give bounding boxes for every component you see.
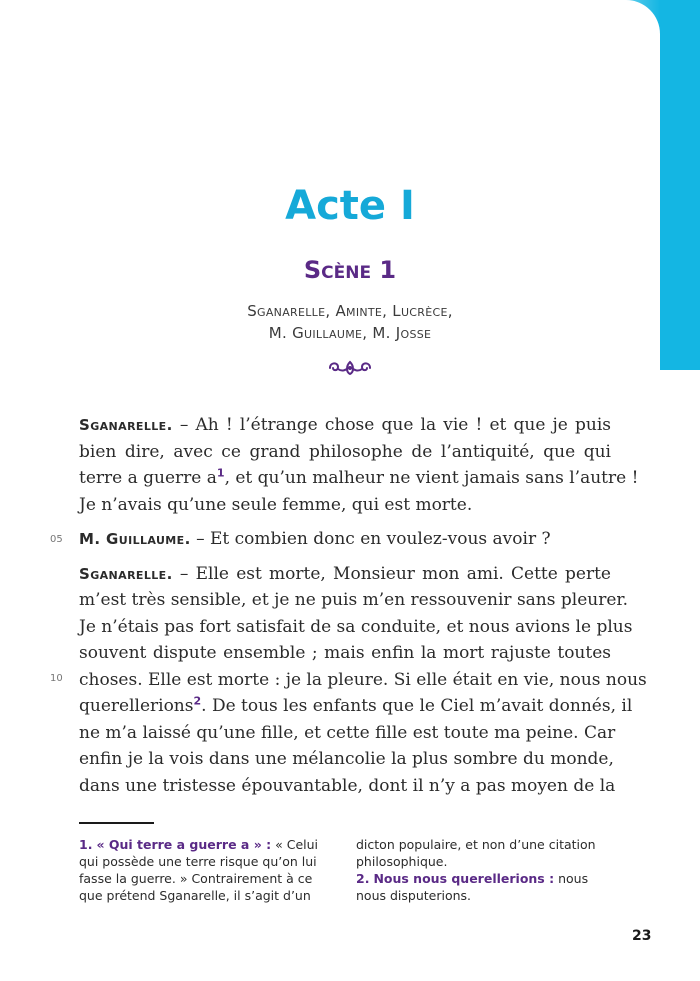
scene-title: Scène 1 <box>303 256 397 284</box>
text-line: m’est très sensible, et je ne puis m’en ressouvenir sans pleurer. <box>79 590 629 610</box>
text-line: enfin je la vois dans une mélancolie la plus sombre du monde, <box>79 749 614 769</box>
speaker-name: Sganarelle. <box>79 564 173 583</box>
speaker-name: M. Guillaume. <box>79 530 191 548</box>
text-line: Sganarelle. – Ah ! l’étrange chose que la vie ! et que je puis <box>79 415 611 435</box>
text-line: souvent dispute ensemble ; mais enfin la mort rajuste toutes <box>79 643 611 663</box>
page-number: 23 <box>632 928 652 944</box>
text-line: bien dire, avec ce grand philosophe de l’antiquité, que qui <box>79 441 611 462</box>
text-line: dans une tristesse épouvantable, dont il n’y a pas moyen de la <box>79 775 616 796</box>
footnote-separator <box>79 822 154 824</box>
text-line: Sganarelle. – Elle est morte, Monsieur mon ami. Cette perte <box>79 563 611 584</box>
act-title: Acte I <box>285 183 415 229</box>
line-number: 10 <box>50 673 63 684</box>
footnote-term: Nous nous querellerions : <box>373 871 555 886</box>
footnote-number: 2. <box>356 871 370 886</box>
text-line: choses. Elle est morte : je la pleure. Si elle était en vie, nous nous <box>79 669 647 690</box>
footnote-number: 1. <box>79 837 93 852</box>
play-text <box>79 412 647 799</box>
footnote <box>356 870 606 904</box>
text-line: Je n’avais qu’une seule femme, qui est morte. <box>79 494 473 515</box>
text-line: terre a guerre a$^1$, et qu’un malheur ne vient jamais sans l’autre ! <box>79 466 639 488</box>
footnote-text: dicton populaire, et non d’une citation philosophique. <box>356 837 596 869</box>
fleuron-ornament-icon <box>326 358 374 378</box>
footnote-text: nous nous disputerions. <box>356 871 589 903</box>
footnote-ref[interactable]: 1 <box>216 466 225 480</box>
footnote-column <box>356 836 606 904</box>
footnote-ref[interactable]: 2 <box>193 694 202 708</box>
text-line: querellerions$^2$. De tous les enfants que le Ciel m’avait donnés, il <box>79 694 633 716</box>
footnote-term: « Qui terre a guerre a » : <box>96 837 272 852</box>
character-line: M. Guillaume, M. Josse <box>268 324 432 342</box>
footnote-column <box>79 836 329 904</box>
text-line: M. Guillaume. – Et combien donc en voulez-vous avoir ? <box>79 529 551 549</box>
speaker-name: Sganarelle. <box>79 416 173 434</box>
footnote-text: « Celui qui possède une terre risque qu’on lui fasse la guerre. » Contrairement à ce que prétend Sganarelle, il s’agit d’un <box>79 837 319 903</box>
line-number: 05 <box>50 534 63 545</box>
character-line: Sganarelle, Aminte, Lucrèce, <box>247 302 453 320</box>
character-list <box>0 300 700 344</box>
text-line: Je n’étais pas fort satisfait de sa conduite, et nous avions le plus <box>79 616 633 637</box>
text-line: ne m’a laissé qu’une fille, et cette fille est toute ma peine. Car <box>79 722 616 743</box>
